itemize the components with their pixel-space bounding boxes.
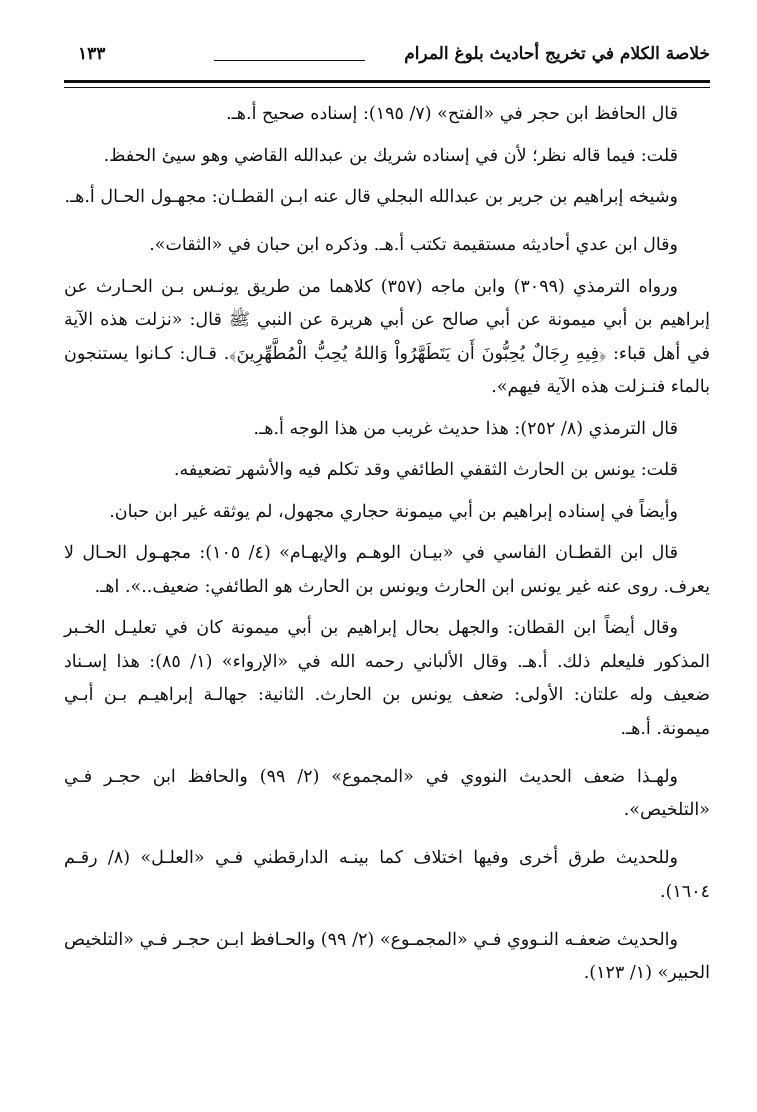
paragraph: وشيخه إبراهيم بن جرير بن عبدالله البجلي قال عنه ابـن القطـان: مجهـول الحـال أ.هـ. xyxy=(64,187,678,207)
header-rule-thick xyxy=(64,80,710,83)
page-number: ١٣٣ xyxy=(78,44,106,64)
paragraph: ورواه الترمذي (٣٠٩٩) وابن ماجه (٣٥٧) كلاهما من طريق يونـس بـن الحـارث عن إبراهيم بن أبي ميمونة عن أبي صالح عن أبي هريرة عن النبي ﷺ قال: «نزلت هذه الآية في أهل قباء: ﴿فِيهِ رِجَالٌ يُحِبُّونَ أَن يَتَطَهَّرُواْ وَاللهُ يُحِبُّ الْمُطَّهِّرِينَ﴾. قـال: كـانوا يستنجون بالماء فنـزلت هذه الآية فيهم». xyxy=(64,276,710,397)
paragraph: قلت: يونس بن الحارث الثقفي الطائفي وقد تكلم فيه والأشهر تضعيفه. xyxy=(173,460,678,480)
page-body xyxy=(64,98,710,1005)
header-rule-thin xyxy=(64,87,710,88)
paragraph: قال الترمذي (٨/ ٢٥٢): هذا حديث غريب من هذا الوجه أ.هـ. xyxy=(253,418,678,439)
paragraph: وقال أيضاً ابن القطان: والجهل بحال إبراهيم بن أبي ميمونة كان في تعليـل الخـبر المذكور فليعلم ذلك. أ.هـ. وقال الألباني رحمه الله في «الإرواء» (١/ ٨٥): هذا إسـناد ضعيف وله علتان: الأولى: ضعف يونس بن الحارث. الثانية: جهالـة إبراهيـم بـن أبـي ميمونة. أ.هـ. xyxy=(64,618,710,739)
paragraph: قلت: فيما قاله نظر؛ لأن في إسناده شريك بن عبدالله القاضي وهو سيئ الحفظ. xyxy=(103,145,678,166)
paragraph: والحديث ضعفـه النـووي فـي «المجمـوع» (٢/ ٩٩) والحـافظ ابـن حجـر فـي «التلخيص الحبير» (١/ ١٢٣). xyxy=(64,929,710,983)
paragraph: وقال ابن عدي أحاديثه مستقيمة تكتب أ.هـ. وذكره ابن حبان في «الثقات». xyxy=(149,235,678,255)
header-line xyxy=(214,60,365,61)
paragraph: وللحديث طرق أخرى وفيها اختلاف كما بينـه الدارقطني فـي «العلـل» (٨/ رقـم ١٦٠٤). xyxy=(64,848,710,902)
paragraph: ولهـذا ضعف الحديث النووي في «المجموع» (٢/ ٩٩) والحافظ ابن حجـر فـي «التلخيص». xyxy=(64,766,710,820)
paragraph: قال الحافظ ابن حجر في «الفتح» (٧/ ١٩٥): إسناده صحيح أ.هـ. xyxy=(226,104,678,124)
running-title: خلاصة الكلام في تخريج أحاديث بلوغ المرام xyxy=(404,44,710,64)
paragraph: قال ابن القطـان الفاسي في «بيـان الوهـم والإيهـام» (٤/ ١٠٥): مجهـول الحـال لا يعرف. روى عنه غير يونس ابن الحارث ويونس بن الحارث هو الطائفي: ضعيف..». اهـ. xyxy=(64,543,710,597)
paragraph: وأيضاً في إسناده إبراهيم بن أبي ميمونة حجاري مجهول، لم يوثقه غير ابن حبان. xyxy=(109,501,678,522)
page-header xyxy=(64,42,710,70)
